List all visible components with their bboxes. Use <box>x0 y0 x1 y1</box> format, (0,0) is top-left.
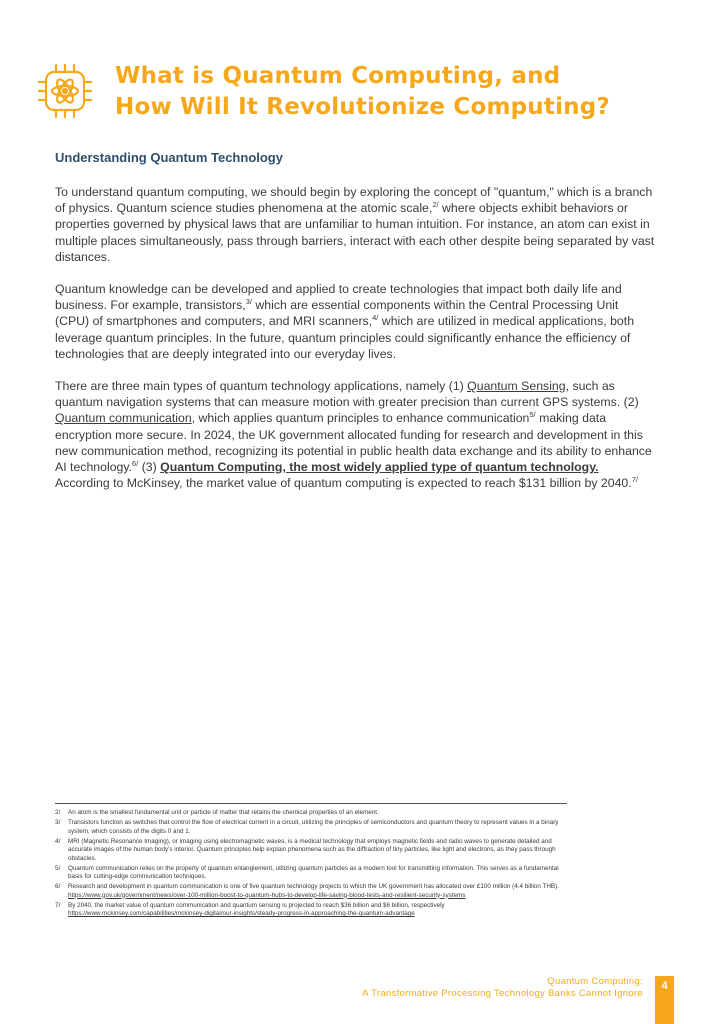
footnote-number: 3/ <box>55 819 61 826</box>
paragraph-2-text-c: which are utilized in medical applications, both leverage quantum principles. In the future, quantum principles could significantly enhance the efficiency of technologies that are deeply integrated into our everyday lives. <box>55 314 635 361</box>
footnote-text <box>68 902 575 919</box>
footnote-ref-6[interactable]: 6/ <box>132 459 139 469</box>
paragraph-1 <box>55 184 655 265</box>
footnote-ref-4[interactable]: 4/ <box>372 313 379 323</box>
paragraph-3-text-e: (3) <box>138 460 161 475</box>
footnote-4 <box>55 838 575 864</box>
footnote-ref-2[interactable]: 2/ <box>432 200 439 210</box>
section-heading: Understanding Quantum Technology <box>55 150 283 165</box>
quantum-sensing-link[interactable]: Quantum Sensing <box>467 379 566 394</box>
mckinsey-link[interactable]: https://www.mckinsey.com/capabilities/mckinsey-digital/our-insights/steady-progress-in-approaching-the-quantum-advantage <box>68 910 415 917</box>
paragraph-3-text-b: , such as quantum navigation systems that can measure motion with greater precision than current GPS systems. (2) <box>55 379 639 410</box>
page-number: 4 <box>661 980 668 992</box>
paragraph-3-text-f: According to McKinsey, the market value of quantum computing is expected to reach $131 billion by 2040. <box>55 476 632 491</box>
footnote-number: 4/ <box>55 837 61 845</box>
paragraph-3-text-d: making data encryption more secure. In 2024, the UK government allocated funding for research and development in this new communication method, recognizing its potential in public health data exchange and its ability to enhance AI technology. <box>55 411 652 475</box>
paragraph-3-text-a: There are three main types of quantum technology applications, namely (1) <box>55 379 468 394</box>
footnote-6 <box>55 883 575 900</box>
footnote-text: Quantum communication relies on the property of quantum entanglement, utilizing quantum particles as a modern tool for transmitting information. This serves as a fundamental basis for cutting-edge communication techniques. <box>68 864 559 880</box>
footnote-number: 5/ <box>55 864 61 872</box>
footnote-ref-3[interactable]: 3/ <box>245 297 252 307</box>
footnote-divider <box>55 803 567 804</box>
footnotes <box>55 809 575 920</box>
footnote-5 <box>55 865 575 882</box>
quantum-computing-link[interactable]: Quantum Computing, the most widely applied type of quantum technology. <box>160 460 599 475</box>
footer-document-title <box>362 976 643 999</box>
paragraph-3 <box>55 378 655 491</box>
footnote-text: MRI (Magnetic Resonance Imaging), or imaging using electromagnetic waves, is a medical technology that employs magnetic fields and radio waves to generate detailed and accurate images of the human body's interior. Quantum principles help explain phenomena such as the diffraction of tiny particles, like light and electrons, as they pass through obstacles. <box>68 837 556 862</box>
footnote-text: An atom is the smallest fundamental unit or particle of matter that retains the chemical properties of an element. <box>68 809 379 816</box>
paragraph-3-text-c: , which applies quantum principles to enhance communication <box>191 411 530 426</box>
quantum-communication-link[interactable]: Quantum communication <box>55 411 192 426</box>
footnote-2 <box>55 809 575 818</box>
page-title <box>115 61 675 123</box>
footnote-text-body: By 2040, the market value of quantum communication and quantum sensing is projected to reach $36 billion and $6 billion, respectively <box>68 901 445 909</box>
footnote-number: 2/ <box>55 809 61 816</box>
footnote-3 <box>55 819 575 836</box>
page-title-line-2: How Will It Revolutionize Computing? <box>115 94 610 120</box>
footnote-number: 6/ <box>55 883 61 890</box>
footnote-ref-5[interactable]: 5/ <box>529 410 536 420</box>
footnote-7 <box>55 902 575 919</box>
footnote-text: Transistors function as switches that control the flow of electrical current in a circuit, utilizing the principles of semiconductors and quantum theory to represent values in a binary system, which consists of the digits 0 and 1. <box>68 819 559 835</box>
page-title-line-1: What is Quantum Computing, and <box>115 63 561 89</box>
footer-line-2: A Transformative Processing Technology Banks Cannot Ignore <box>362 987 643 999</box>
gov-uk-link[interactable]: https://www.gov.uk/government/news/over-100-million-boost-to-quantum-hubs-to-develop-life-saving-blood-tests-and-resilient-security-systems <box>68 891 466 899</box>
footnote-text-body: Research and development in quantum communication is one of five quantum technology projects to which the UK government has allocated over £100 million (4.4 billion THB). <box>68 883 559 890</box>
paragraph-2-text-a: Quantum knowledge can be developed and applied to create technologies that impact both daily life and business. For example, transistors, <box>55 282 622 313</box>
body-text <box>55 184 655 507</box>
paragraph-1-text-a: To understand quantum computing, we should begin by exploring the concept of "quantum," which is a branch of physics. Quantum science studies phenomena at the atomic scale, <box>55 185 653 216</box>
quantum-chip-logo-icon <box>36 62 94 120</box>
paragraph-2-text-b: which are essential components within the Central Processing Unit (CPU) of smartphones and computers, and MRI scanners, <box>55 298 619 329</box>
footnote-text <box>68 883 575 900</box>
footnote-number: 7/ <box>55 901 61 909</box>
footer-line-1: Quantum Computing: <box>547 976 643 987</box>
paragraph-1-text-b: where objects exhibit behaviors or properties governed by physical laws that are unfamiliar to human intuition. For instance, an atom can exist in multiple places simultaneously, pass through barriers, interact with each other despite being separated by vast distances. <box>55 201 655 264</box>
paragraph-2 <box>55 281 655 362</box>
footnote-ref-7[interactable]: 7/ <box>631 475 638 485</box>
